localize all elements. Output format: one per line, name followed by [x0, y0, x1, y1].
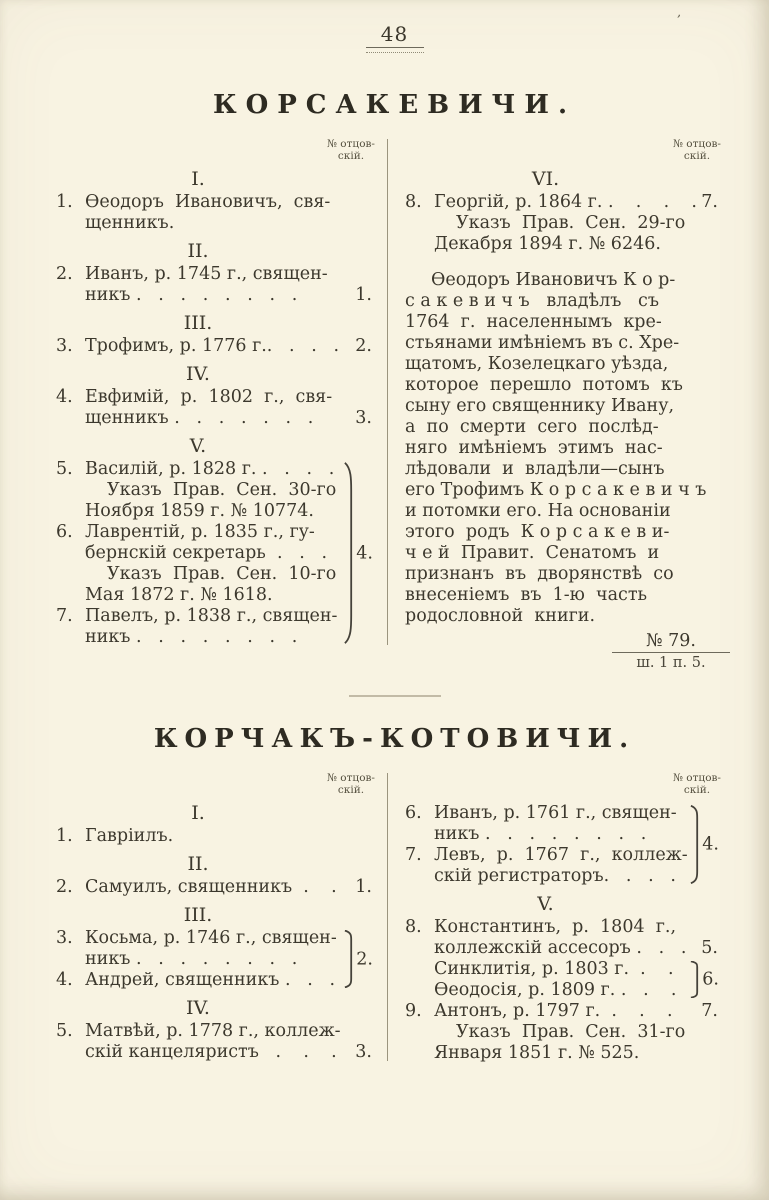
entry-number: 3. [56, 928, 73, 948]
ink-speck: ’ [674, 12, 682, 29]
column-divider-rule [387, 773, 388, 1061]
father-ref-number: 7. [701, 192, 718, 212]
generation-heading: V. [189, 435, 207, 457]
column-right [405, 773, 732, 1064]
braced-group [56, 459, 386, 648]
generation-heading: IV. [186, 997, 210, 1019]
father-number-column-header [320, 773, 382, 796]
entry-number: 8. [405, 917, 422, 937]
entry-text [85, 928, 338, 970]
text-line: Января 1851 г. № 525. [434, 1043, 640, 1063]
generation-heading: III. [183, 312, 213, 334]
record-number-block [596, 631, 746, 672]
entry-text [434, 1001, 686, 1022]
text-line: Ноября 1859 г. № 10774. [85, 501, 314, 521]
father-number-column-header [666, 773, 728, 796]
genealogy-entry [405, 1001, 732, 1022]
text-line: бернскій секретарь . . . [85, 543, 328, 563]
two-column-layout [56, 773, 733, 1064]
father-number-column-header [320, 139, 382, 162]
genealogy-entry [405, 845, 686, 887]
entry-number: 9. [405, 1001, 422, 1021]
col-header-line: скій. [337, 149, 365, 162]
genealogy-entry [56, 192, 386, 234]
col-header-line: № отцов- [673, 772, 721, 784]
col-header-line: скій. [683, 149, 711, 162]
record-number: № 79. [646, 631, 696, 651]
entry-number: 7. [56, 606, 73, 626]
column-divider-rule [387, 139, 388, 645]
section-korchak-kotovichi [56, 720, 733, 1064]
generation-heading: II. [187, 853, 209, 875]
text-line: щатомъ, Козелецкаго уѣзда, [405, 354, 669, 374]
col-header-line: скій. [683, 783, 711, 796]
text-line: Трофимъ, р. 1776 г.. . . . [85, 336, 340, 356]
text-line: Василій, р. 1828 г. . . . . [85, 459, 335, 479]
text-line: а по смерти сего послѣд- [405, 417, 659, 437]
braced-group [405, 803, 732, 887]
text-line: Левъ, р. 1767 г., коллеж- [434, 845, 688, 865]
right-brace [344, 461, 353, 645]
entry-number: 2. [56, 264, 73, 284]
father-ref-number: 7. [701, 1001, 718, 1021]
father-ref-number: 1. [355, 285, 372, 305]
father-ref-number: 3. [355, 408, 372, 428]
section-title: КОРСАКЕВИЧИ. [212, 90, 577, 120]
genealogy-entry [56, 336, 386, 357]
entry-text [85, 970, 338, 991]
text-line: никъ . . . . . . . . [85, 285, 298, 305]
genealogy-entry [56, 387, 386, 429]
entry-text [85, 336, 340, 357]
right-brace [690, 961, 699, 998]
text-line: этого родъ К о р с а к е в и- [405, 522, 670, 542]
text-line: Константинъ, р. 1804 г., [434, 917, 677, 937]
generation-heading: III. [183, 904, 213, 926]
entry-number: 6. [405, 803, 422, 823]
two-column-layout [56, 139, 733, 672]
entry-text [434, 803, 684, 845]
decree-note [405, 1022, 732, 1064]
text-line: Матвѣй, р. 1778 г., коллеж- [85, 1021, 341, 1041]
father-ref-number: 2. [355, 336, 372, 356]
text-line: ч е й Правит. Сенатомъ и [405, 543, 660, 563]
family-history-paragraph [405, 270, 732, 627]
section-korsakevichi [56, 86, 733, 672]
text-line: признанъ въ дворянствѣ со [405, 564, 674, 584]
text-line: Указъ Прав. Сен. 30-го [107, 480, 337, 500]
text-line: Ѳеодоръ Ивановичъ К о р- [431, 270, 676, 290]
entry-text [85, 606, 338, 648]
entry-text [85, 387, 340, 429]
decree-note [405, 213, 732, 255]
text-line: щенникъ . . . . . . . [85, 408, 314, 428]
col-header-line: № отцов- [327, 772, 375, 784]
genealogy-entry [56, 264, 386, 306]
genealogy-entry [56, 459, 340, 480]
page-number: 48 [380, 22, 409, 46]
genealogy-entry [56, 606, 340, 648]
generation-heading: I. [191, 168, 205, 190]
entry-number: 7. [405, 845, 422, 865]
entry-number: 1. [56, 826, 73, 846]
entry-text [85, 1021, 340, 1063]
text-line: Синклитія, р. 1803 г. . . [434, 959, 674, 979]
record-rule [612, 652, 730, 653]
right-brace [344, 930, 353, 988]
record-sub: ш. 1 п. 5. [636, 655, 706, 671]
text-line: никъ . . . . . . . . [85, 949, 298, 969]
text-line: 1764 г. населеннымъ кре- [405, 312, 662, 332]
page-number-rule [366, 47, 424, 53]
text-line: скій канцеляристъ . . . [85, 1042, 337, 1062]
generation-heading: I. [191, 802, 205, 824]
col-header-line: скій. [337, 783, 365, 796]
group-body [405, 803, 686, 887]
text-line: Иванъ, р. 1745 г., священ- [85, 264, 328, 284]
entry-text [434, 980, 684, 1001]
text-line: Ѳеодосія, р. 1809 г. . . . [434, 980, 677, 1000]
text-line: никъ . . . . . . . . [85, 627, 298, 647]
column-right [405, 139, 732, 672]
text-line: сыну его священнику Ивану, [405, 396, 675, 416]
genealogy-entry [56, 877, 386, 898]
page-header [56, 22, 733, 53]
father-ref-number: 1. [355, 877, 372, 897]
text-line: Лаврентій, р. 1835 г., гу- [85, 522, 315, 542]
entry-number: 4. [56, 387, 73, 407]
text-line: с а к е в и ч ъ владѣлъ съ [405, 291, 659, 311]
genealogy-entry [405, 959, 686, 980]
text-line: Указъ Прав. Сен. 10-го [107, 564, 337, 584]
father-ref-number: 5. [701, 938, 718, 958]
text-line: Ѳеодоръ Ивановичъ, свя- [85, 192, 331, 212]
text-line: коллежскій ассесоръ . . . [434, 938, 687, 958]
text-line: Антонъ, р. 1797 г. . . . [434, 1001, 673, 1021]
text-line: Самуилъ, священникъ . . [85, 877, 337, 897]
father-ref-number: 4. [702, 834, 719, 855]
entry-text [434, 917, 686, 959]
text-line: стьянами имѣніемъ въ с. Хре- [405, 333, 680, 353]
entry-text [434, 845, 688, 887]
text-line: родословной книги. [405, 606, 596, 626]
text-line: щенникъ. [85, 213, 175, 233]
father-number-column-header [666, 139, 728, 162]
braced-group [405, 959, 732, 1001]
entry-text [434, 959, 684, 980]
father-ref-number: 6. [702, 969, 719, 990]
column-left [56, 139, 386, 648]
text-line: Андрей, священникъ . . . [85, 970, 336, 990]
group-body [56, 928, 340, 991]
entry-text [85, 826, 340, 847]
group-body [56, 459, 340, 648]
entry-text [85, 522, 338, 564]
genealogy-entry [405, 192, 732, 213]
entry-text [85, 877, 340, 898]
entry-text [85, 459, 338, 480]
genealogy-entry [56, 970, 340, 991]
decree-note [56, 564, 340, 606]
text-line: которое перешло потомъ къ [405, 375, 683, 395]
entry-text [85, 192, 340, 234]
entry-number: 8. [405, 192, 422, 212]
text-line: Иванъ, р. 1761 г., священ- [434, 803, 677, 823]
father-ref-number: 3. [355, 1042, 372, 1062]
text-line: Указъ Прав. Сен. 29-го [456, 213, 686, 233]
father-ref-number: 2. [356, 949, 373, 969]
text-line: скій регистраторъ. . . . [434, 866, 676, 886]
generation-heading: II. [187, 240, 209, 262]
group-body [405, 959, 686, 1001]
generation-heading: V. [537, 893, 554, 915]
text-line: его Трофимъ К о р с а к е в и ч ъ [405, 480, 707, 500]
father-ref-number: 4. [356, 543, 373, 563]
entry-number: 5. [56, 459, 73, 479]
text-line: Декабря 1894 г. № 6246. [434, 234, 661, 254]
entry-text [85, 264, 340, 306]
genealogy-entry [405, 917, 732, 959]
column-left [56, 773, 386, 1063]
text-line: никъ . . . . . . . . [434, 824, 647, 844]
entry-text [434, 192, 697, 213]
text-line: лѣдовали и владѣли—сынъ [405, 459, 665, 479]
text-line: Мая 1872 г. № 1618. [85, 585, 273, 605]
braced-group [56, 928, 386, 991]
text-line: Гавріилъ. [85, 826, 174, 846]
col-header-line: № отцов- [327, 138, 375, 150]
genealogy-entry [56, 1021, 386, 1063]
text-line: внесеніемъ въ 1-ю часть [405, 585, 648, 605]
generation-heading: IV. [186, 363, 210, 385]
text-line: Павелъ, р. 1838 г., священ- [85, 606, 338, 626]
entry-number: 2. [56, 877, 73, 897]
col-header-line: № отцов- [673, 138, 721, 150]
genealogy-entry [405, 980, 686, 1001]
generation-heading: VI. [531, 168, 560, 190]
genealogy-entry [56, 826, 386, 847]
text-line: и потомки его. На основаніи [405, 501, 671, 521]
text-line: няго имѣніемъ этимъ нас- [405, 438, 663, 458]
entry-number: 1. [56, 192, 73, 212]
genealogy-entry [56, 928, 340, 970]
text-line: Георгій, р. 1864 г. . . . . [434, 192, 697, 212]
entry-number: 3. [56, 336, 73, 356]
genealogy-entry [56, 522, 340, 564]
entry-number: 4. [56, 970, 73, 990]
decree-note [56, 480, 340, 522]
section-divider-rule [349, 695, 441, 697]
entry-number: 5. [56, 1021, 73, 1041]
text-line: Косьма, р. 1746 г., священ- [85, 928, 337, 948]
entry-number: 6. [56, 522, 73, 542]
text-line: Указъ Прав. Сен. 31-го [456, 1022, 686, 1042]
section-title: КОРЧАКЪ-КОТОВИЧИ. [153, 724, 636, 754]
text-line: Евфимій, р. 1802 г., свя- [85, 387, 333, 407]
right-brace [690, 805, 699, 884]
genealogy-entry [405, 803, 686, 845]
